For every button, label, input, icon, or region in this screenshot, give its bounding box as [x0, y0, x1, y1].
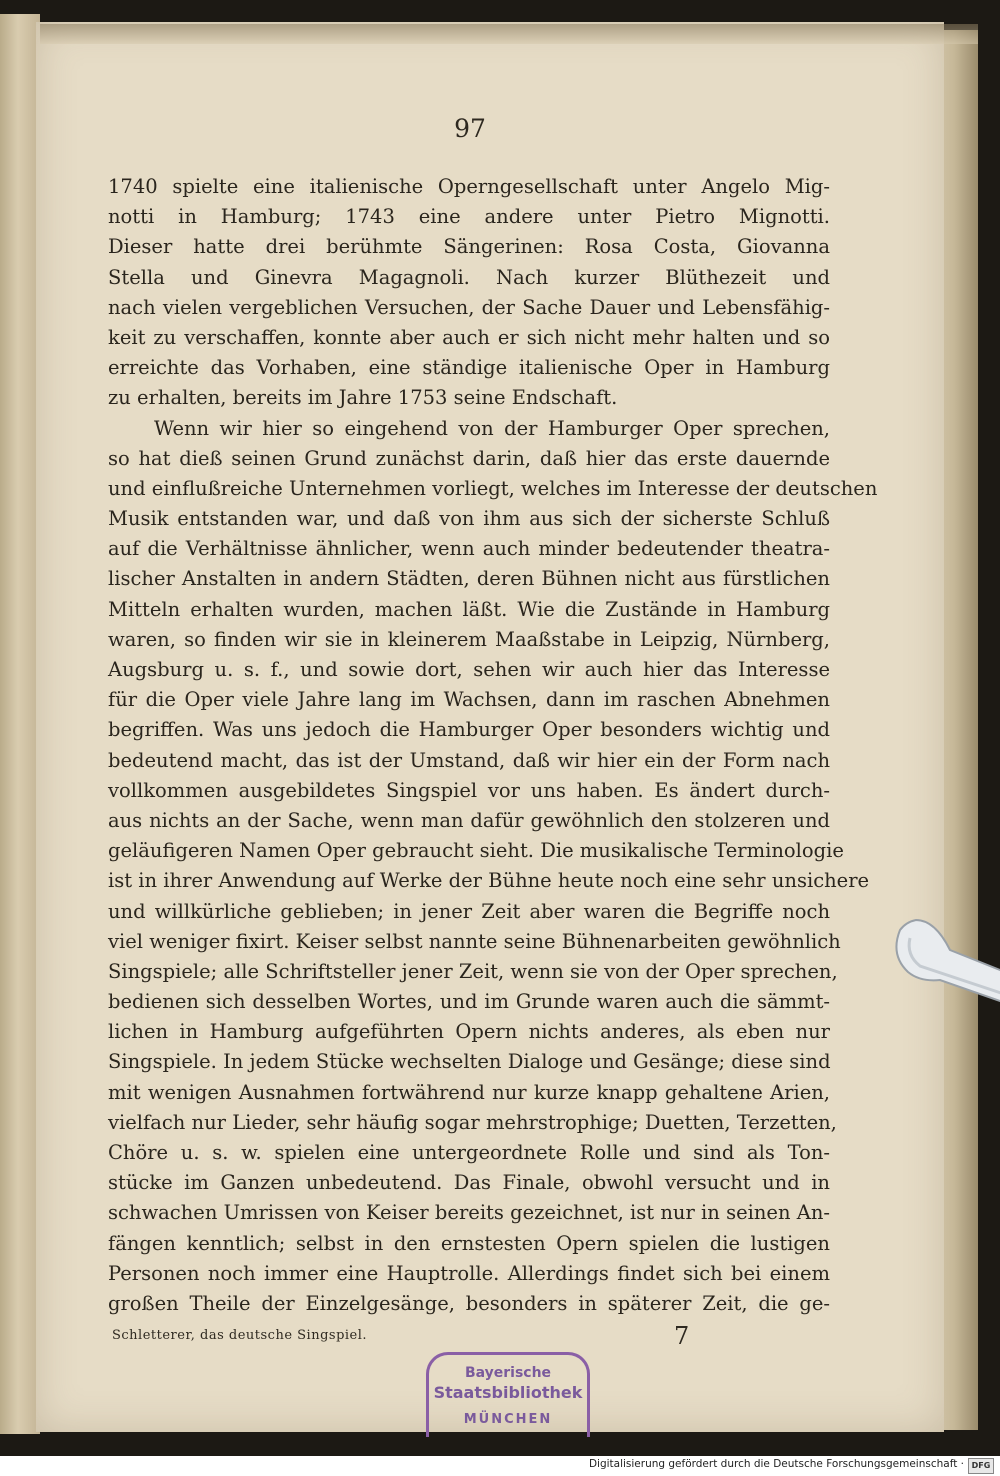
- signature-mark: 7: [674, 1322, 690, 1350]
- text-line: Personen noch immer eine Hauptrolle. Allerdings findet sich bei einem: [108, 1261, 830, 1285]
- credit-text: Digitalisierung gefördert durch die Deutsche Forschungsgemeinschaft ·: [588, 1458, 964, 1470]
- text-line: und willkürliche geblieben; in jener Zeit aber waren die Begriffe noch: [108, 899, 830, 923]
- text-line: lichen in Hamburg aufgeführten Opern nichts anderes, als eben nur: [108, 1020, 830, 1044]
- text-line: nach vielen vergeblichen Versuchen, der Sache Dauer und Lebensfähig-: [108, 295, 830, 319]
- text-line: viel weniger fixirt. Keiser selbst nannte seine Bühnenarbeiten gewöhnlich: [108, 929, 841, 953]
- text-line: keit zu verschaffen, konnte aber auch er sich nicht mehr halten und so: [108, 325, 830, 349]
- text-line: geläufigeren Namen Oper gebraucht sieht. Die musikalische Terminologie: [108, 839, 844, 863]
- page-number: 97: [454, 114, 486, 143]
- text-line: fängen kenntlich; selbst in den ernstesten Opern spielen die lustigen: [108, 1231, 830, 1255]
- text-line: aus nichts an der Sache, wenn man dafür gewöhnlich den stolzeren und: [108, 808, 830, 832]
- text-line: Dieser hatte drei berühmte Sängerinen: Rosa Costa, Giovanna: [108, 235, 830, 259]
- text-line: ist in ihrer Anwendung auf Werke der Bühne heute noch eine sehr unsichere: [108, 869, 870, 893]
- text-line: 1740 spielte eine italienische Operngesellschaft unter Angelo Mig-: [108, 175, 830, 198]
- text-line: großen Theile der Einzelgesänge, besonders in späterer Zeit, die ge-: [108, 1291, 830, 1315]
- text-line: zu erhalten, bereits im Jahre 1753 seine Endschaft.: [108, 386, 618, 410]
- library-stamp: [426, 1352, 590, 1437]
- text-line: begriffen. Was uns jedoch die Hamburger Oper besonders wichtig und: [108, 718, 830, 742]
- text-line: bedienen sich desselben Wortes, und im Grunde waren auch die sämmt-: [108, 990, 830, 1014]
- text-line: Chöre u. s. w. spielen eine untergeordnete Rolle und sind als Ton-: [108, 1141, 830, 1164]
- text-line: für die Oper viele Jahre lang im Wachsen, dann im raschen Abnehmen: [108, 688, 830, 712]
- stamp-line: Staatsbibliothek: [433, 1383, 583, 1402]
- digitization-credit-bar: [0, 1456, 1000, 1476]
- stamp-line: Bayerische: [464, 1365, 552, 1381]
- text-line: erreichte das Vorhaben, eine ständige italienische Oper in Hamburg: [108, 356, 830, 380]
- text-line: schwachen Umrissen von Keiser bereits gezeichnet, ist nur in seinen An-: [108, 1201, 830, 1225]
- text-line: stücke im Ganzen unbedeutend. Das Finale, obwohl versucht und in: [108, 1171, 830, 1195]
- text-line: Singspiele; alle Schriftsteller jener Zeit, wenn sie von der Oper sprechen,: [108, 959, 838, 983]
- text-line: Wenn wir hier so eingehend von der Hamburger Oper sprechen,: [154, 416, 830, 440]
- text-line: mit wenigen Ausnahmen fortwährend nur kurze knapp gehaltene Arien,: [108, 1080, 830, 1104]
- page-clip-icon: [880, 900, 1000, 1010]
- text-line: Mitteln erhalten wurden, machen läßt. Wie die Zustände in Hamburg: [108, 597, 830, 621]
- text-line: Musik entstanden war, und daß von ihm aus sich der sicherste Schluß: [108, 507, 830, 531]
- page-footer: [112, 1322, 742, 1352]
- text-line: Augsburg u. s. f., und sowie dort, sehen wir auch hier das Interesse: [108, 658, 830, 681]
- text-line: Singspiele. In jedem Stücke wechselten Dialoge und Gesänge; diese sind: [108, 1050, 831, 1074]
- text-line: und einflußreiche Unternehmen vorliegt, welches im Interesse der deutschen: [108, 476, 878, 500]
- stamp-line: MÜNCHEN: [463, 1412, 553, 1427]
- text-line: lischer Anstalten in andern Städten, deren Bühnen nicht aus fürstlichen: [108, 567, 830, 591]
- left-page-edge: [0, 14, 40, 1434]
- text-line: auf die Verhältnisse ähnlicher, wenn auch minder bedeutender theatra-: [108, 537, 830, 561]
- right-page-edge: [938, 30, 978, 1430]
- dfg-logo-icon: DFG: [968, 1458, 994, 1474]
- text-line: notti in Hamburg; 1743 eine andere unter Pietro Mignotti.: [108, 205, 830, 229]
- page-top-shadow: [40, 24, 978, 44]
- text-line: Stella und Ginevra Magagnoli. Nach kurzer Blüthezeit und: [108, 265, 830, 289]
- text-line: vollkommen ausgebildetes Singspiel vor uns haben. Es ändert durch-: [108, 778, 830, 802]
- text-line: bedeutend macht, das ist der Umstand, daß wir hier ein der Form nach: [108, 748, 830, 772]
- running-footer-title: Schletterer, das deutsche Singspiel.: [112, 1328, 368, 1343]
- body-text: [108, 172, 878, 1319]
- text-line: waren, so finden wir sie in kleinerem Maaßstabe in Leipzig, Nürnberg,: [108, 627, 830, 651]
- text-line: vielfach nur Lieder, sehr häufig sogar mehrstrophige; Duetten, Terzetten,: [108, 1110, 837, 1134]
- text-line: so hat dieß seinen Grund zunächst darin, daß hier das erste dauernde: [108, 446, 830, 470]
